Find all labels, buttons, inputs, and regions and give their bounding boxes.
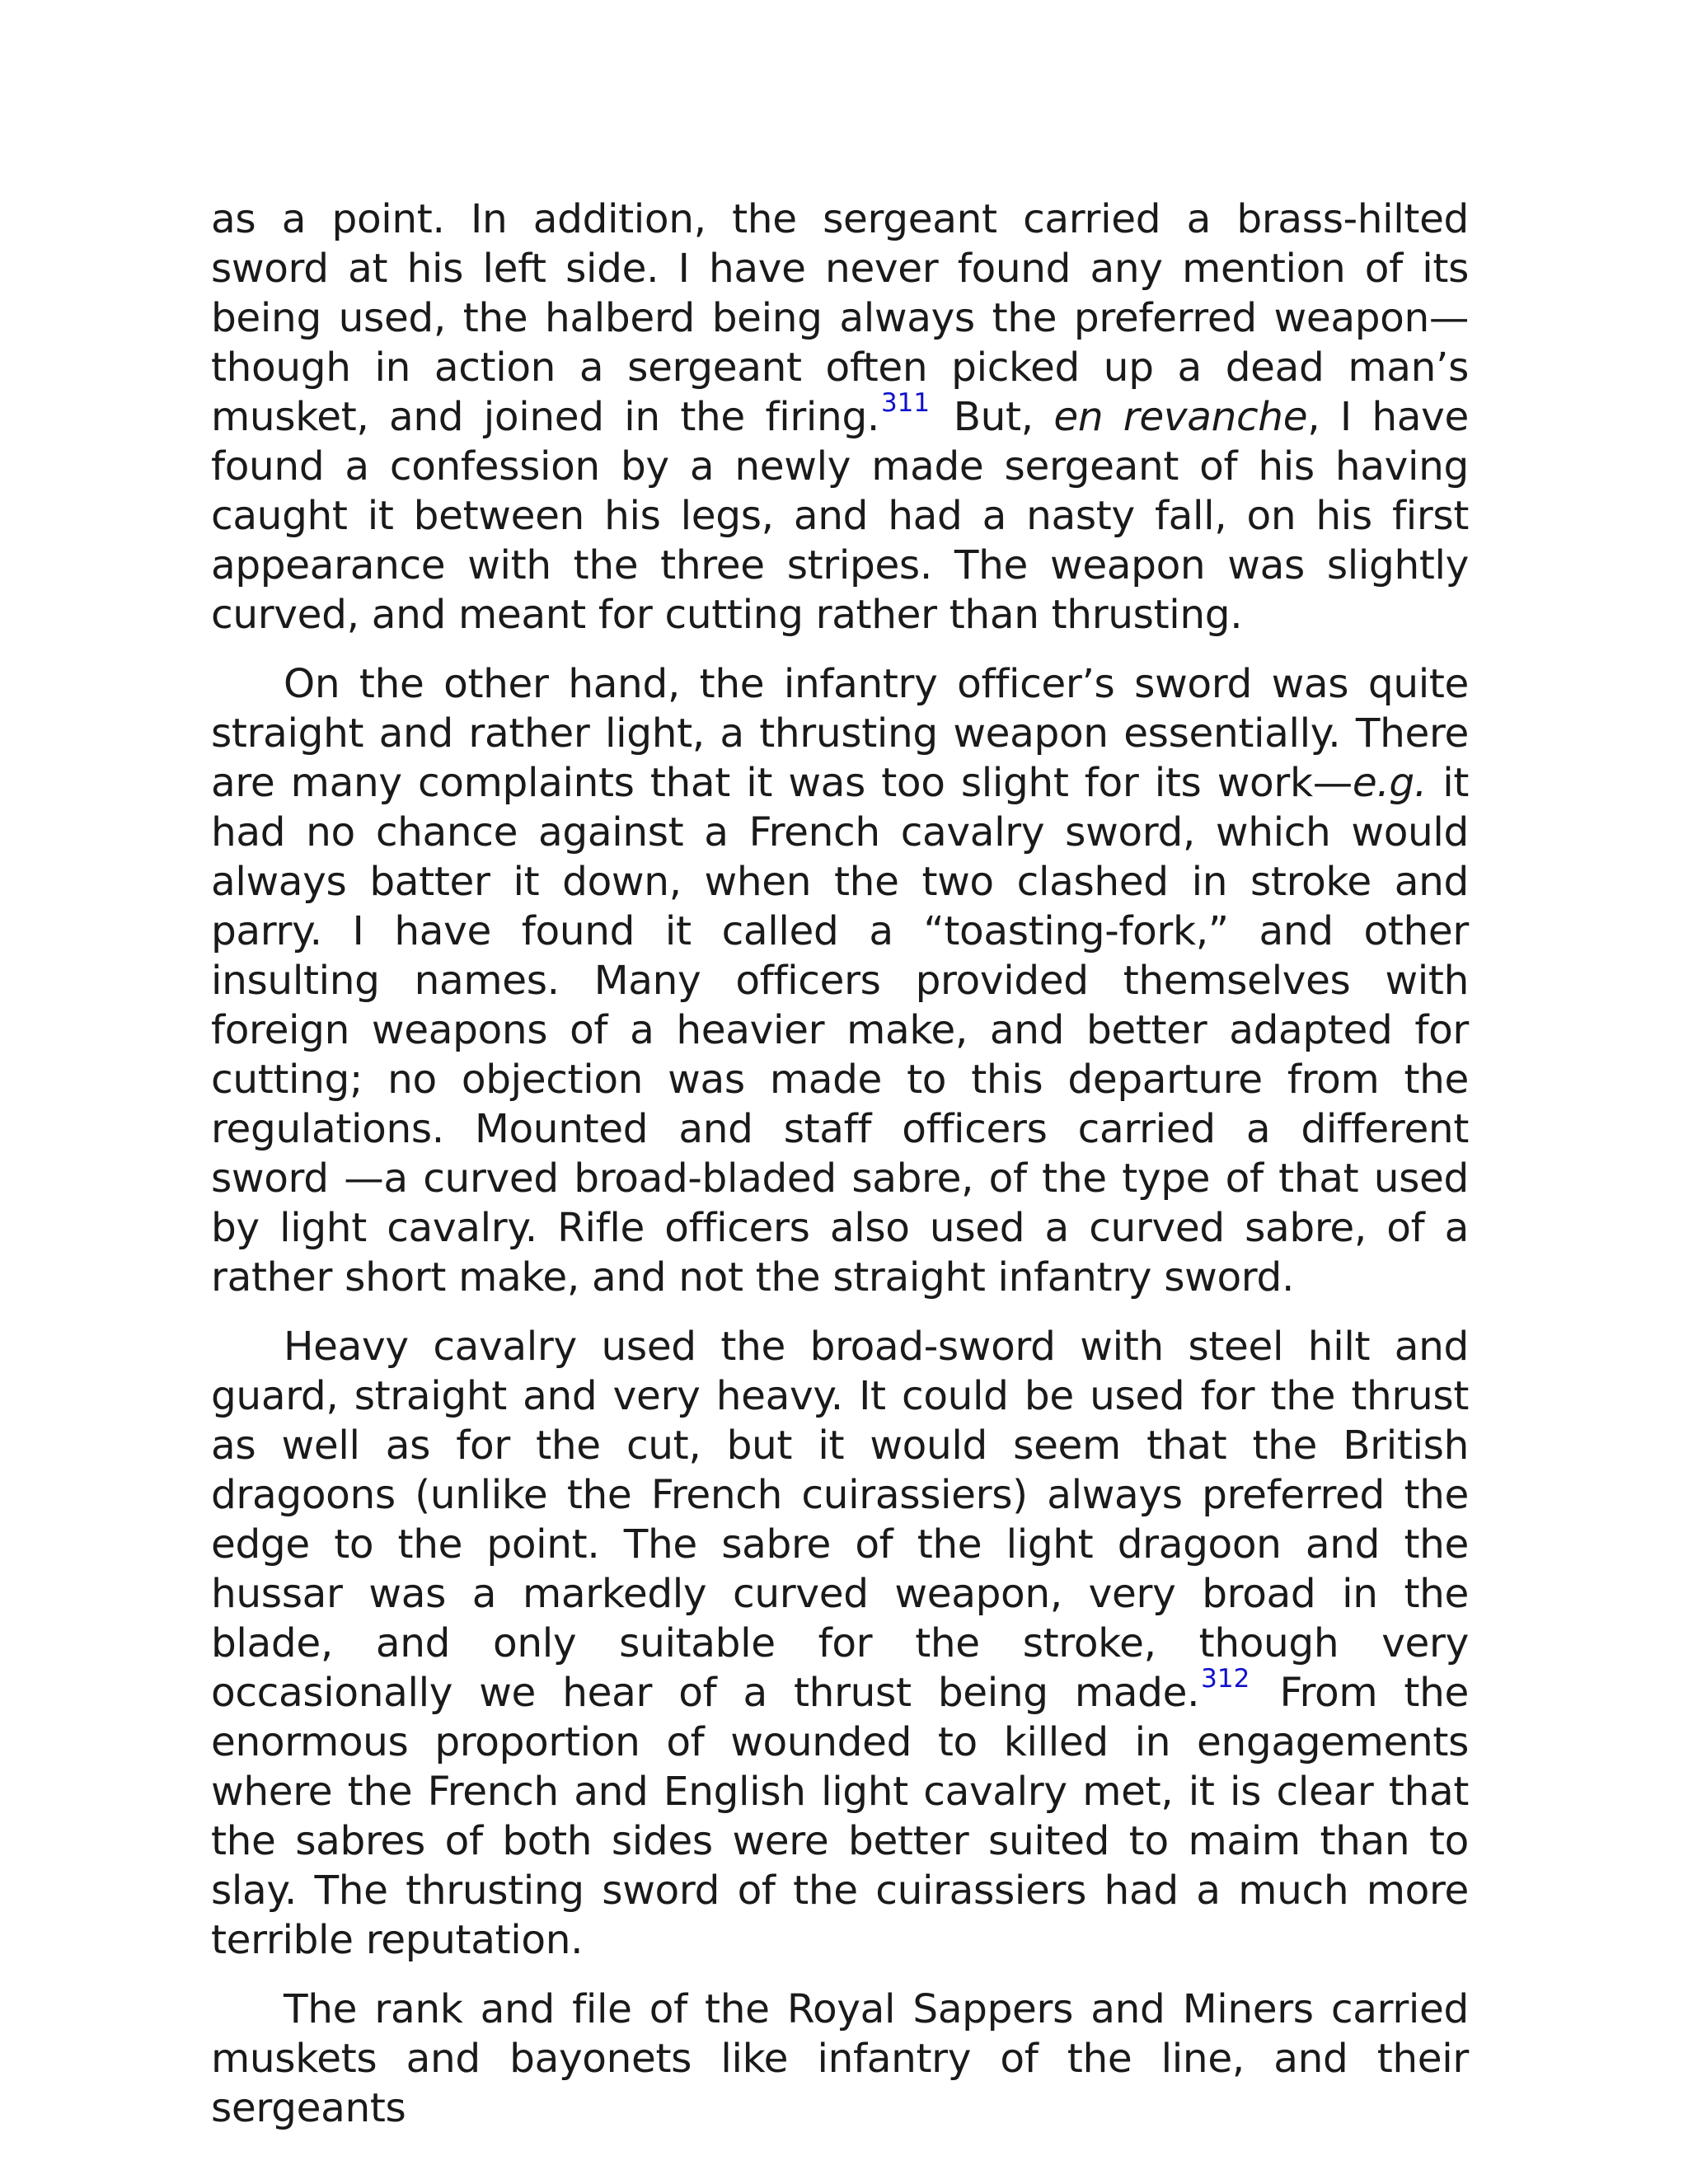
paragraph-4	[211, 1985, 1469, 2133]
paragraph-3-text-a: Heavy cavalry used the broad-sword with steel hilt and guard, straight and very heavy. It could be used for the thrust as well as for the cut, but it would seem that the British dragoons (unlike the French cuirassiers) always preferred the edge to the point. The sabre of the light dragoon and the hussar was a markedly curved weapon, very broad in the blade, and only suitable for the stroke, though very occasionally we hear of a thrust being made.	[211, 1324, 1469, 1716]
paragraph-2-text-b: it had no chance against a French cavalry sword, which would always batter it down, when the two clashed in stroke and parry. I have found it called a “toasting-fork,” and other insulting names. Many officers provided themselves with foreign weapons of a heavier make, and better adapted for cutting; no objection was made to this departure from the regulations. Mounted and staff officers carried a different sword —a curved broad-bladed sabre, of the type of that used by light cavalry. Rifle officers also used a curved sabre, of a rather short make, and not the straight infantry sword.	[211, 760, 1470, 1301]
paragraph-1-text-b: But,	[933, 394, 1054, 440]
paragraph-4-text: The rank and file of the Royal Sappers and Miners carried muskets and bayonets like infantry of the line, and their sergeants	[211, 1986, 1469, 2131]
paragraph-3-text-b: From the enormous proportion of wounded to killed in engagements where the French and English light cavalry met, it is clear that the sabres of both sides were better suited to maim than to slay. The thrusting sword of the cuirassiers had a much more terrible reputation.	[211, 1670, 1469, 1963]
footnote-link-311[interactable]: 311	[880, 387, 931, 418]
paragraph-2-italic: e.g.	[1352, 760, 1427, 806]
paragraph-1-italic: en revanche	[1053, 394, 1308, 440]
paragraph-1-text-a: as a point. In addition, the sergeant carried a brass-hilted sword at his left side. I have never found any mention of its being used, the halberd being always the preferred weapon—though in action a sergeant often picked up a dead man’s musket, and joined in the firing.	[211, 196, 1469, 440]
paragraph-1	[211, 194, 1469, 640]
paragraph-2	[211, 659, 1469, 1302]
page-body	[211, 194, 1469, 2153]
paragraph-3	[211, 1322, 1469, 1965]
paragraph-1-text-c: , I have found a confession by a newly made sergeant of his having caught it between his legs, and had a nasty fall, on his first appearance with the three stripes. The weapon was slightly curved, and meant for cutting rather than thrusting.	[211, 394, 1469, 638]
footnote-link-312[interactable]: 312	[1201, 1663, 1250, 1694]
paragraph-2-text-a: On the other hand, the infantry officer’s sword was quite straight and rather light, a thrusting weapon essentially. There are many complaints that it was too slight for its work—	[211, 661, 1469, 806]
